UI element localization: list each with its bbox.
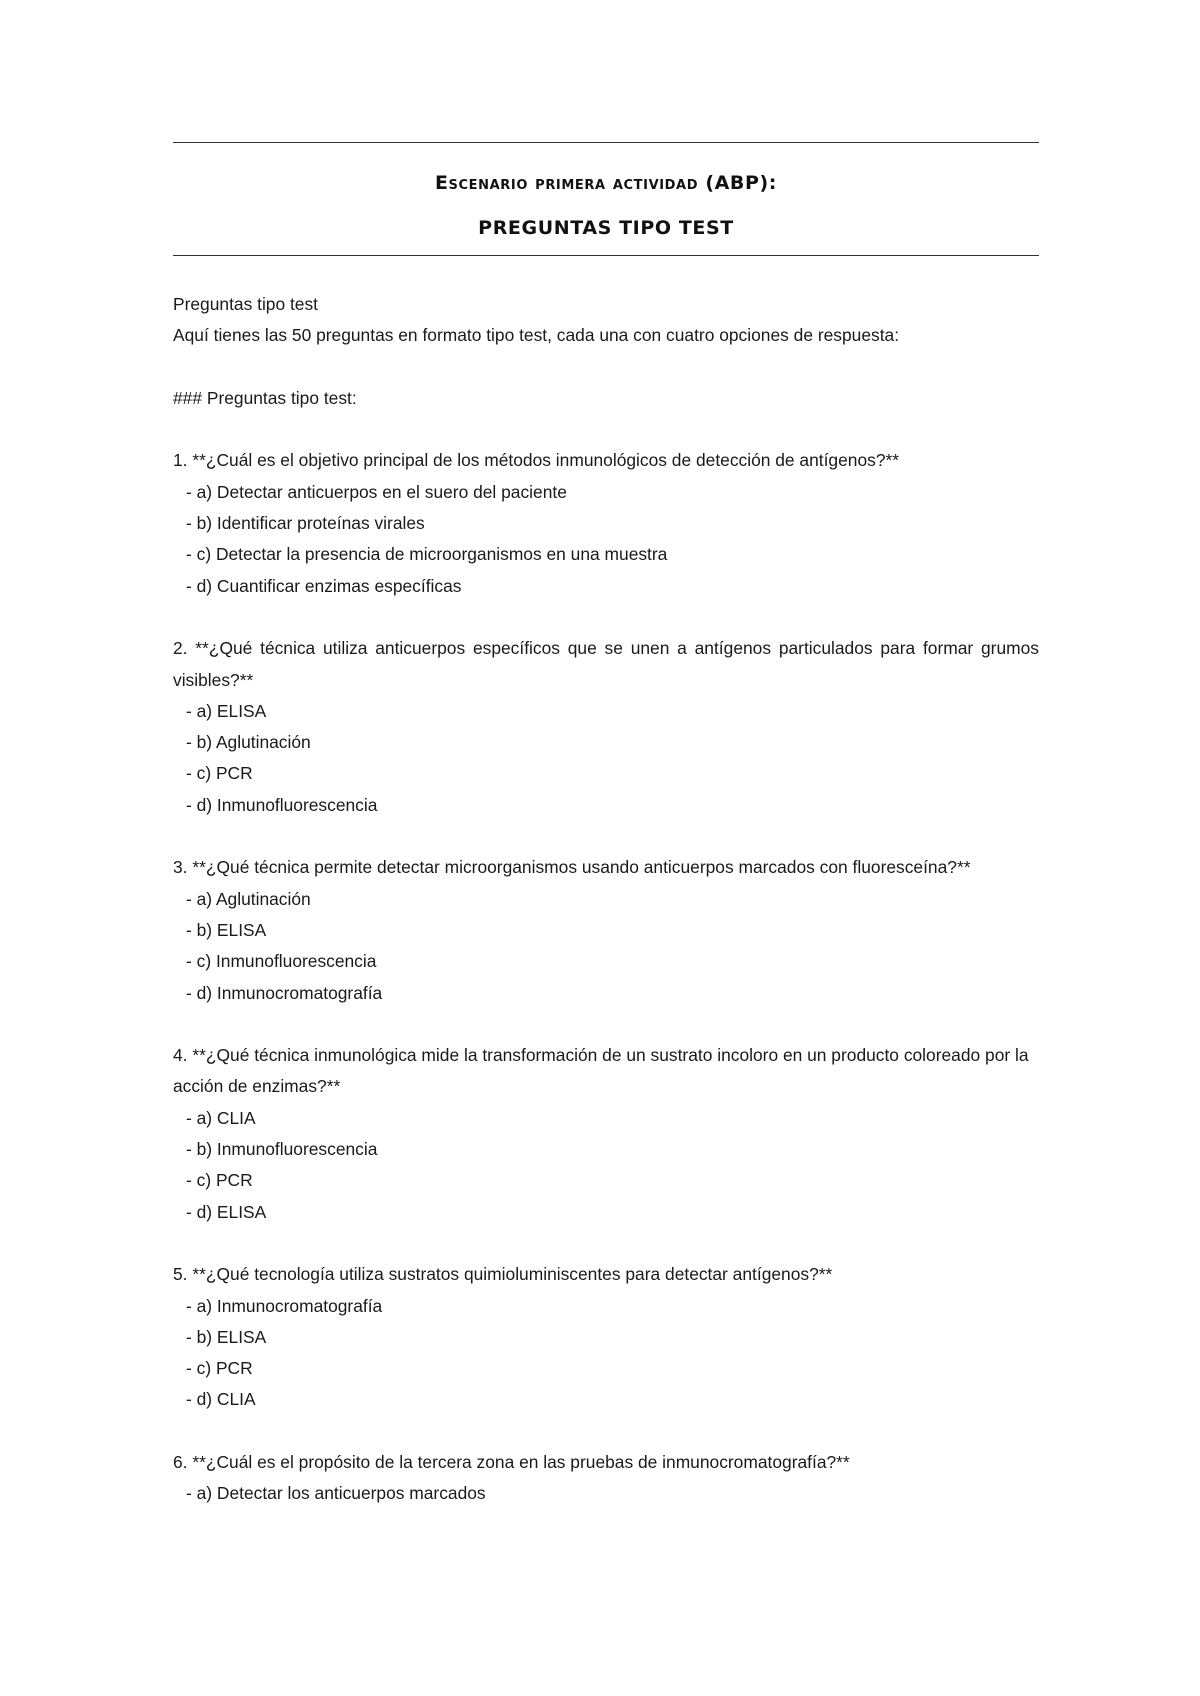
question-block [173, 633, 1039, 821]
question-block [173, 1447, 1039, 1510]
intro-line-2: Aquí tienes las 50 preguntas en formato tipo test, cada una con cuatro opciones de respuesta: [173, 325, 900, 346]
intro-line-1: Preguntas tipo test [173, 294, 319, 314]
answer-option: - a) Detectar los anticuerpos marcados [186, 1483, 486, 1504]
answer-option: - a) Aglutinación [186, 888, 311, 909]
header-top-rule [173, 142, 1039, 143]
title-line-2: PREGUNTAS TIPO TEST [478, 217, 734, 239]
question-block [173, 1040, 1039, 1228]
answer-option: - d) ELISA [186, 1201, 267, 1222]
answer-option: - b) Aglutinación [186, 732, 311, 753]
document-title [173, 170, 1039, 260]
answer-option: - d) Cuantificar enzimas específicas [186, 575, 462, 596]
document-body [173, 289, 1039, 1510]
answer-option: - d) Inmunofluorescencia [186, 794, 378, 815]
section-heading: ### Preguntas tipo test: [173, 387, 357, 408]
question-text: 5. **¿Qué tecnología utiliza sustratos quimioluminiscentes para detectar antígenos?** [173, 1264, 833, 1285]
answer-option: - a) ELISA [186, 700, 267, 721]
question-text: 2. **¿Qué técnica utiliza anticuerpos específicos que se unen a antígenos particulados para formar grumos visibles?** [173, 638, 1039, 690]
answer-option: - b) ELISA [186, 1326, 267, 1347]
answer-option: - d) CLIA [186, 1389, 256, 1410]
question-block [173, 445, 1039, 601]
answer-option: - c) PCR [186, 1170, 253, 1191]
question-block [173, 852, 1039, 1008]
answer-option: - b) ELISA [186, 919, 267, 940]
answer-option: - b) Identificar proteínas virales [186, 513, 425, 534]
answer-option: - c) Detectar la presencia de microorganismos en una muestra [186, 544, 668, 565]
question-text: 6. **¿Cuál es el propósito de la tercera zona en las pruebas de inmunocromatografía?** [173, 1451, 850, 1472]
answer-option: - a) Inmunocromatografía [186, 1295, 383, 1316]
question-text: 3. **¿Qué técnica permite detectar microorganismos usando anticuerpos marcados con fluoresceína?** [173, 857, 971, 878]
answer-option: - c) PCR [186, 1358, 253, 1379]
document-page [173, 0, 1039, 1696]
answer-option: - c) Inmunofluorescencia [186, 951, 377, 972]
title-line-1: Escenario primera actividad (ABP): [434, 172, 778, 194]
answer-option: - d) Inmunocromatografía [186, 982, 383, 1003]
question-block [173, 1259, 1039, 1415]
question-text: 4. **¿Qué técnica inmunológica mide la transformación de un sustrato incoloro en un producto coloreado por la acción de enzimas?** [173, 1045, 1029, 1097]
header-bottom-rule [173, 255, 1039, 256]
answer-option: - a) Detectar anticuerpos en el suero del paciente [186, 481, 567, 502]
answer-option: - c) PCR [186, 763, 253, 784]
answer-option: - b) Inmunofluorescencia [186, 1139, 378, 1160]
answer-option: - a) CLIA [186, 1107, 256, 1128]
question-text: 1. **¿Cuál es el objetivo principal de los métodos inmunológicos de detección de antígenos?** [173, 450, 900, 471]
